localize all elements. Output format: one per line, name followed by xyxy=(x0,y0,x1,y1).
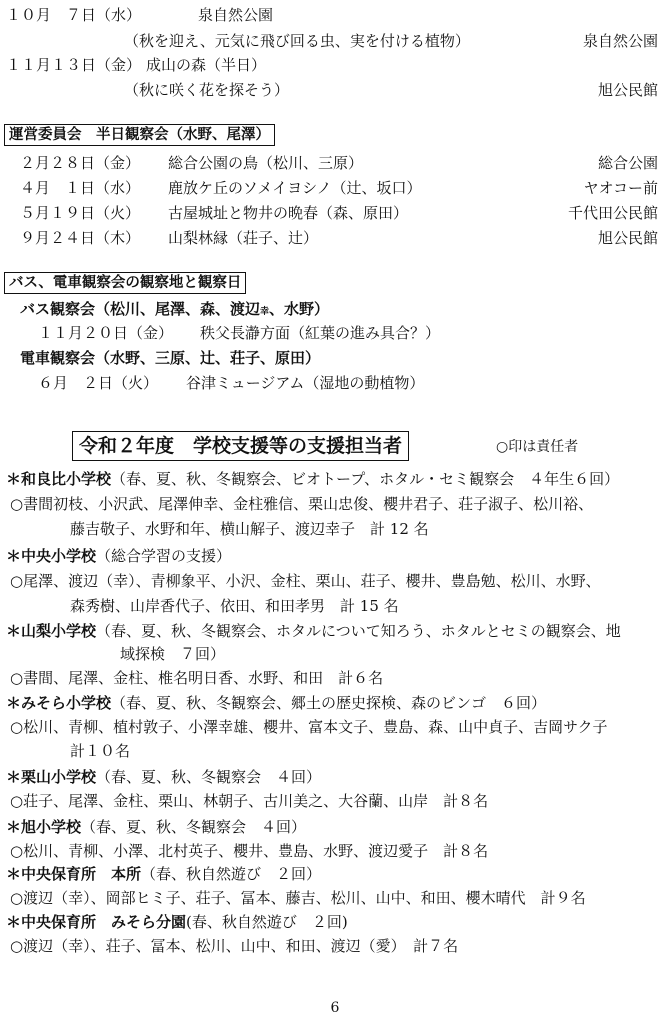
committee-title: 総合公園の鳥（松川、三原） xyxy=(168,154,364,172)
train-title: 谷津ミュージアム（湿地の動植物） xyxy=(186,374,425,392)
event-row xyxy=(0,54,670,76)
member-line: ○書間初枝、小沢武、尾澤伸幸、金柱雅信、栗山忠俊、櫻井君子、荘子淑子、松川裕、 xyxy=(10,495,594,513)
school-name: ＊栗山小学校 xyxy=(6,768,97,786)
event-place: 旭公民館 xyxy=(597,81,658,99)
committee-title: 鹿放ケ丘のソメイヨシノ（辻、坂口） xyxy=(168,179,422,197)
support-heading: 令和２年度 学校支援等の支援担当者 xyxy=(72,431,409,461)
bus-date: １１月２０日（金） xyxy=(38,324,174,342)
school-item xyxy=(6,620,621,642)
event-date: １１月１３日（金） xyxy=(6,56,142,74)
school-detail: （春、夏、秋、冬観察会 ４回） xyxy=(96,768,322,786)
bus-label xyxy=(20,298,329,323)
committee-title: 古屋城址と物井の晩春（森、原田） xyxy=(168,204,409,222)
committee-place: 旭公民館 xyxy=(597,229,658,247)
school-detail: （春、夏、秋、冬観察会 ４回） xyxy=(81,818,307,836)
page-number: 6 xyxy=(330,1000,340,1016)
committee-row xyxy=(0,227,670,249)
member-line: ○松川、青柳、小澤、北村英子、櫻井、豊島、水野、渡辺愛子 計８名 xyxy=(10,842,489,860)
event-desc-row xyxy=(0,79,670,101)
bus-title: 秩父長瀞方面（紅葉の進み具合？） xyxy=(200,324,441,342)
school-detail-cont: 域探検 ７回） xyxy=(120,645,226,663)
member-line: ○渡辺（幸）、荘子、冨本、松川、山中、和田、渡辺（愛） 計７名 xyxy=(10,937,459,955)
member-line: ○尾澤、渡辺（幸）、青柳象平、小沢、金柱、栗山、荘子、櫻井、豊島勉、松川、水野、 xyxy=(10,572,601,590)
bus-row xyxy=(0,322,670,344)
train-date: ６月 ２日（火） xyxy=(38,374,159,392)
school-item xyxy=(6,911,348,933)
bus-label-small: 幸 xyxy=(260,307,270,317)
school-item xyxy=(6,766,321,788)
school-detail: (春、秋自然遊び ２回) xyxy=(186,913,348,931)
school-detail: （春、夏、秋、冬観察会、ビオトープ、ホタル・セミ観察会 ４年生６回） xyxy=(111,470,620,488)
committee-heading: 運営委員会 半日観察会（水野、尾澤） xyxy=(4,124,275,146)
responsible-note: ○印は責任者 xyxy=(496,439,579,455)
event-place: 泉自然公園 xyxy=(582,32,658,50)
school-name: ＊みそら小学校 xyxy=(6,694,112,712)
committee-date: ９月２４日（木） xyxy=(20,229,141,247)
event-row xyxy=(0,4,670,26)
event-desc-row xyxy=(0,30,670,52)
member-line: ○松川、青柳、植村敦子、小澤幸雄、櫻井、富本文子、豊島、森、山中貞子、吉岡サク子 xyxy=(10,718,608,736)
committee-row xyxy=(0,202,670,224)
school-detail: （春、夏、秋、冬観察会、ホタルについて知ろう、ホタルとセミの観察会、地 xyxy=(96,622,621,640)
committee-date: ４月 １日（水） xyxy=(20,179,141,197)
member-line: 計１０名 xyxy=(70,742,131,760)
school-detail: （春、秋自然遊び ２回） xyxy=(141,865,322,883)
school-detail: （総合学習の支援） xyxy=(96,547,232,565)
event-desc: （秋を迎え、元気に飛び回る虫、実を付ける植物） xyxy=(124,32,470,50)
school-name: ＊和良比小学校 xyxy=(6,470,112,488)
committee-place: 千代田公民館 xyxy=(567,204,658,222)
bus-heading: バス、電車観察会の観察地と観察日 xyxy=(4,272,246,294)
member-line: ○書間、尾澤、金柱、椎名明日香、水野、和田 計６名 xyxy=(10,669,384,687)
school-name: ＊山梨小学校 xyxy=(6,622,97,640)
school-item xyxy=(6,863,321,885)
committee-place: ヤオコー前 xyxy=(583,179,658,197)
member-line: ○荘子、尾澤、金柱、栗山、林朝子、古川美之、大谷蘭、山岸 計８名 xyxy=(10,792,489,810)
committee-row xyxy=(0,177,670,199)
school-detail: （春、夏、秋、冬観察会、郷土の歴史探検、森のビンゴ ６回） xyxy=(111,694,547,712)
committee-title: 山梨林縁（荘子、辻） xyxy=(168,229,319,247)
member-line: 森秀樹、山岸香代子、依田、和田孝男 計 15 名 xyxy=(70,597,399,615)
event-date: １０月 ７日（水） xyxy=(6,6,142,24)
school-name: ＊旭小学校 xyxy=(6,818,82,836)
train-row xyxy=(0,372,670,394)
member-line: ○渡辺（幸）、岡部ヒミ子、荘子、冨本、藤吉、松川、山中、和田、櫻木晴代 計９名 xyxy=(10,889,586,907)
bus-label-row xyxy=(0,298,670,320)
school-name: ＊中央保育所 みそら分園 xyxy=(6,913,187,931)
school-name: ＊中央保育所 本所 xyxy=(6,865,142,883)
school-item xyxy=(6,468,619,490)
event-title: 泉自然公園 xyxy=(198,6,274,24)
train-label-row xyxy=(0,347,670,369)
school-item xyxy=(6,816,306,838)
train-label: 電車観察会（水野、三原、辻、荘子、原田） xyxy=(20,349,321,367)
bus-label-text: バス観察会（松川、尾澤、森、渡辺 xyxy=(20,300,261,318)
committee-row xyxy=(0,152,670,174)
school-item xyxy=(6,692,546,714)
committee-date: ５月１９日（火） xyxy=(20,204,141,222)
committee-place: 総合公園 xyxy=(597,154,658,172)
event-desc: （秋に咲く花を探そう） xyxy=(124,81,290,99)
event-title: 成山の森（半日） xyxy=(146,56,267,74)
committee-date: ２月２８日（金） xyxy=(20,154,141,172)
school-item xyxy=(6,545,231,567)
school-name: ＊中央小学校 xyxy=(6,547,97,565)
member-line: 藤吉敬子、水野和年、横山解子、渡辺幸子 計 12 名 xyxy=(70,520,429,538)
bus-label-end: 、水野） xyxy=(269,300,330,318)
